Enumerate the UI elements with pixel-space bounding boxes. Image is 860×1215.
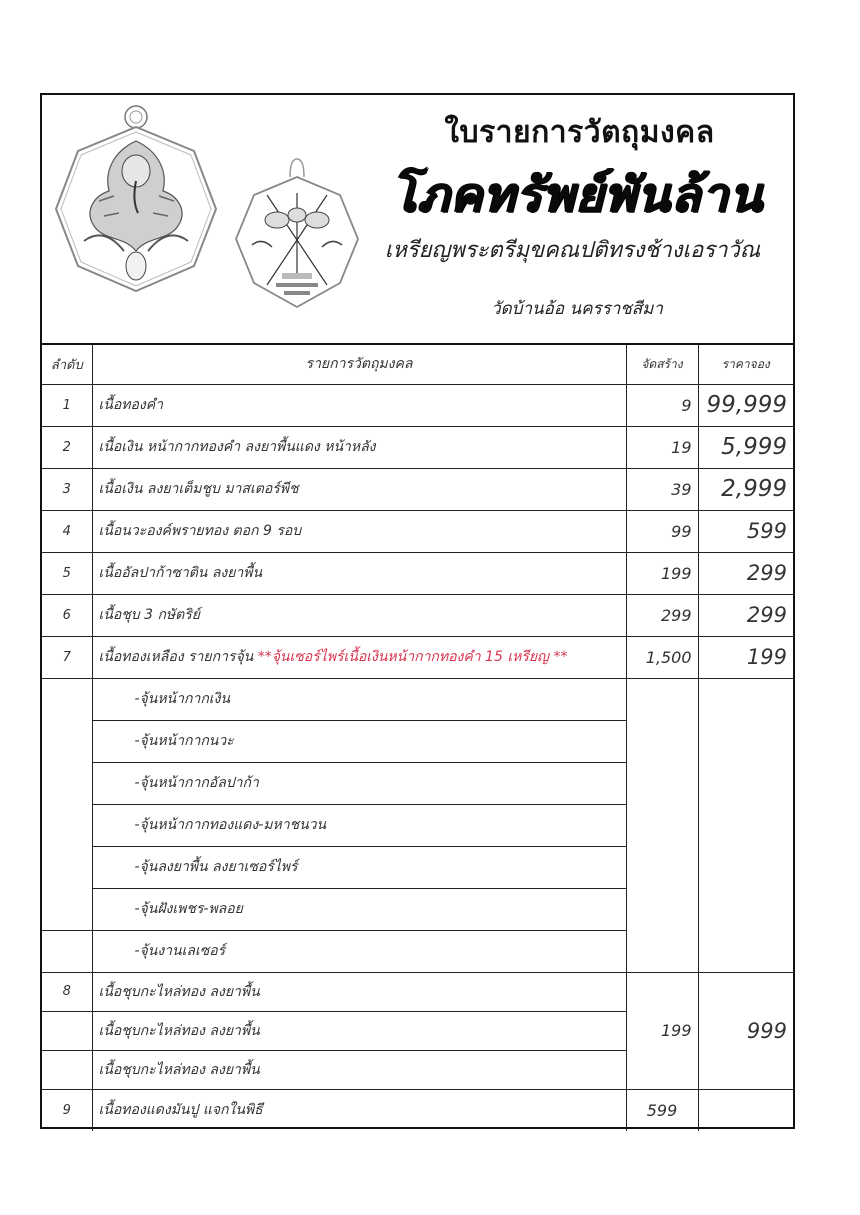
item-name: เนื้อเงิน หน้ากากทองคำ ลงยาพื้นแดง หน้าหลัง bbox=[92, 426, 626, 468]
item-name: เนื้ออัลปาก้าซาติน ลงยาพื้น bbox=[92, 552, 626, 594]
items-table bbox=[42, 345, 793, 1131]
medal-description: เหรียญพระตรีมุขคณปติทรงช้างเอราวัณ bbox=[384, 238, 761, 263]
table-row bbox=[42, 468, 793, 510]
sub-item-name: -จุ้นงานเลเซอร์ bbox=[92, 930, 626, 972]
table-row bbox=[42, 594, 793, 636]
column-header-quantity: จัดสร้าง bbox=[626, 345, 698, 384]
item-price: 299 bbox=[698, 552, 793, 594]
empty-number-cell bbox=[42, 678, 92, 930]
empty-number-cell bbox=[42, 930, 92, 972]
item-name: เนื้อชุบกะไหล่ทอง ลงยาพื้น bbox=[92, 972, 626, 1011]
item-quantity: 99 bbox=[626, 510, 698, 552]
item-quantity: 299 bbox=[626, 594, 698, 636]
table-row bbox=[42, 552, 793, 594]
row-number: 2 bbox=[42, 426, 92, 468]
sub-item-name: -จุ้นหน้ากากนวะ bbox=[92, 720, 626, 762]
row-number: 6 bbox=[42, 594, 92, 636]
item-quantity: 19 bbox=[626, 426, 698, 468]
item-name bbox=[92, 636, 626, 678]
row-number: 3 bbox=[42, 468, 92, 510]
empty-number-cell bbox=[42, 1050, 92, 1089]
row-number: 4 bbox=[42, 510, 92, 552]
sub-item-name: -จุ้นฝังเพชร-พลอย bbox=[92, 888, 626, 930]
row-number: 9 bbox=[42, 1089, 92, 1131]
item-name: เนื้อชุบกะไหล่ทอง ลงยาพื้น bbox=[92, 1050, 626, 1089]
item-name-text: เนื้อทองเหลือง รายการจุ้น bbox=[98, 649, 258, 665]
item-quantity: 39 bbox=[626, 468, 698, 510]
row-number: 8 bbox=[42, 972, 92, 1011]
yant-medal-icon bbox=[232, 155, 362, 315]
empty-price-cell bbox=[698, 678, 793, 972]
table-row bbox=[42, 972, 793, 1011]
item-quantity: 199 bbox=[626, 972, 698, 1089]
table-row bbox=[42, 426, 793, 468]
item-quantity: 599 bbox=[626, 1089, 698, 1131]
row-number: 5 bbox=[42, 552, 92, 594]
item-quantity: 9 bbox=[626, 384, 698, 426]
sub-item-name: -จุ้นหน้ากากอัลปาก้า bbox=[92, 762, 626, 804]
item-name: เนื้อชุบ 3 กษัตริย์ bbox=[92, 594, 626, 636]
item-price: 299 bbox=[698, 594, 793, 636]
item-name: เนื้อชุบกะไหล่ทอง ลงยาพื้น bbox=[92, 1011, 626, 1050]
item-name: เนื้อทองคำ bbox=[92, 384, 626, 426]
item-name: เนื้อทองแดงมันปู แจกในพิธี bbox=[92, 1089, 626, 1131]
item-price: 999 bbox=[698, 972, 793, 1089]
table-row bbox=[42, 1089, 793, 1131]
item-price: 99,999 bbox=[698, 384, 793, 426]
ganesha-medal-icon bbox=[54, 101, 219, 301]
item-price: 2,999 bbox=[698, 468, 793, 510]
column-header-no: ลำดับ bbox=[42, 345, 92, 384]
table-row bbox=[42, 636, 793, 678]
sub-item-name: -จุ้นหน้ากากเงิน bbox=[92, 678, 626, 720]
empty-number-cell bbox=[42, 1011, 92, 1050]
item-name: เนื้อนวะองค์พรายทอง ตอก 9 รอบ bbox=[92, 510, 626, 552]
item-price: 599 bbox=[698, 510, 793, 552]
sheet-header bbox=[42, 95, 793, 345]
temple-location: วัดบ้านอ้อ นครราชสีมา bbox=[491, 299, 663, 319]
item-quantity: 199 bbox=[626, 552, 698, 594]
sub-item-row bbox=[42, 678, 793, 720]
table-row bbox=[42, 510, 793, 552]
surprise-note: **จุ้นเซอร์ไพร์เนื้อเงินหน้ากากทองคำ 15 เหรียญ ** bbox=[257, 649, 568, 665]
table-row bbox=[42, 384, 793, 426]
row-number: 7 bbox=[42, 636, 92, 678]
row-number: 1 bbox=[42, 384, 92, 426]
document-title: ใบรายการวัตถุมงคล bbox=[444, 115, 715, 150]
item-quantity: 1,500 bbox=[626, 636, 698, 678]
price-list-sheet bbox=[40, 93, 795, 1129]
collection-name: โภคทรัพย์พันล้าน bbox=[390, 167, 764, 223]
column-header-item: รายการวัตถุมงคล bbox=[92, 345, 626, 384]
item-price: 199 bbox=[698, 636, 793, 678]
sub-item-name: -จุ้นลงยาพื้น ลงยาเซอร์ไพร์ bbox=[92, 846, 626, 888]
item-name: เนื้อเงิน ลงยาเต็มชูบ มาสเตอร์พีช bbox=[92, 468, 626, 510]
column-header-price: ราคาจอง bbox=[698, 345, 793, 384]
item-price: 5,999 bbox=[698, 426, 793, 468]
table-header-row bbox=[42, 345, 793, 384]
item-price bbox=[698, 1089, 793, 1131]
empty-quantity-cell bbox=[626, 678, 698, 972]
sub-item-name: -จุ้นหน้ากากทองแดง-มหาชนวน bbox=[92, 804, 626, 846]
